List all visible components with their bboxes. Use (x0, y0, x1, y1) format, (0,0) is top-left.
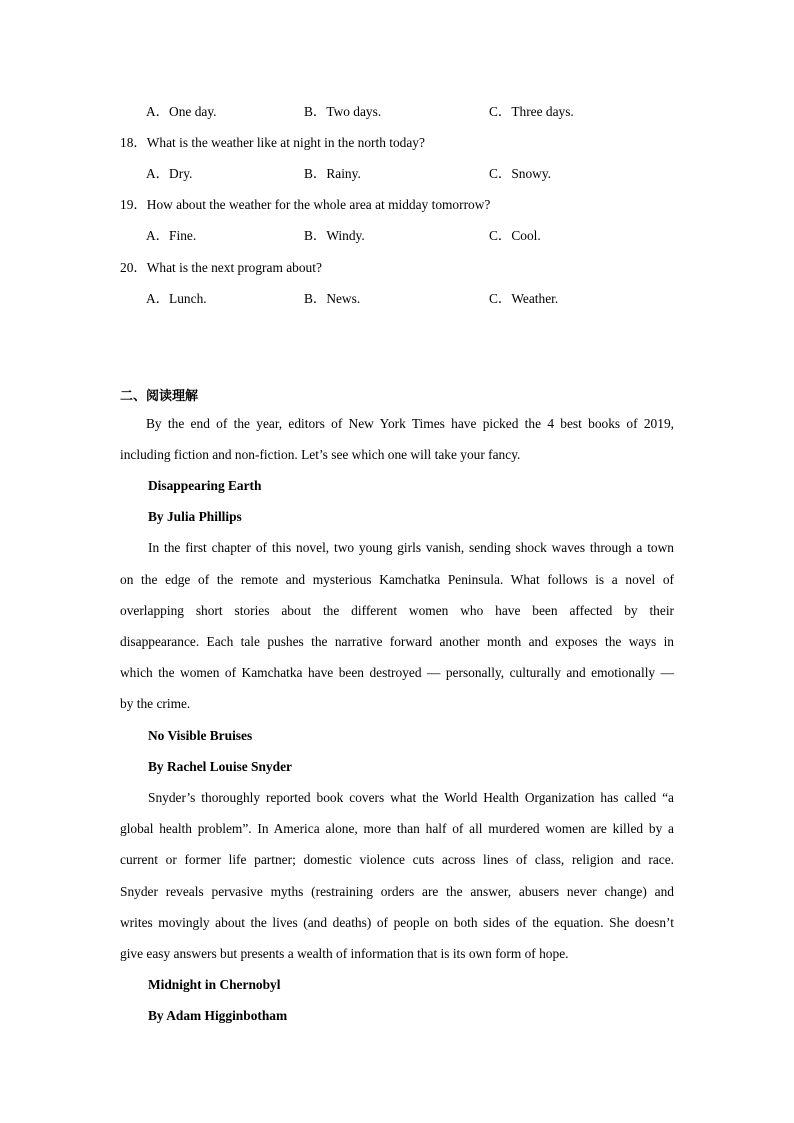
book-title: Midnight in Chernobyl (148, 977, 281, 992)
q17-option-a: A．One day. (146, 104, 217, 119)
book-author: By Julia Phillips (148, 509, 242, 524)
book-title: Disappearing Earth (148, 478, 262, 493)
book2-line-4: Snyder reveals pervasive myths (restraining orders are the answer, abusers never change) and (120, 884, 674, 899)
question-text: How about the weather for the whole area at midday tomorrow? (146, 197, 491, 212)
book2-line-2: global health problem”. In America alone, more than half of all murdered women are killed by a (120, 821, 674, 836)
book-author: By Rachel Louise Snyder (148, 759, 292, 774)
book1-line-2: on the edge of the remote and mysterious Kamchatka Peninsula. What follows is a novel of (120, 572, 674, 587)
q19-option-b: B．Windy. (304, 228, 365, 243)
book2-line-3: current or former life partner; domestic violence cuts across lines of class, religion and race. (120, 852, 674, 867)
q20-option-a: A．Lunch. (146, 291, 207, 306)
book1-line-4: disappearance. Each tale pushes the narrative forward another month and exposes the ways in (120, 634, 674, 649)
intro-line-1: By the end of the year, editors of New York Times have picked the 4 best books of 2019, (146, 416, 674, 431)
intro-line-2: including fiction and non-fiction. Let’s see which one will take your fancy. (120, 447, 521, 462)
question-number: 18． (120, 135, 147, 150)
question-number: 19． (120, 197, 147, 212)
book2-line-1: Snyder’s thoroughly reported book covers what the World Health Organization has called “a (148, 790, 674, 805)
q19-option-a: A．Fine. (146, 228, 197, 243)
q17-option-b: B．Two days. (304, 104, 382, 119)
q20-option-c: C．Weather. (489, 291, 559, 306)
q18-option-c: C．Snowy. (489, 166, 552, 181)
book2-line-5: writes movingly about the lives (and deaths) of people on both sides of the equation. She doesn’t (120, 915, 674, 930)
book1-line-6: by the crime. (120, 696, 191, 711)
section-title: 二、阅读理解 (120, 389, 199, 404)
book-title: No Visible Bruises (148, 728, 253, 743)
book-author: By Adam Higginbotham (148, 1008, 288, 1023)
q19-option-c: C．Cool. (489, 228, 541, 243)
question-19 (120, 196, 490, 214)
question-text: What is the next program about? (146, 260, 322, 275)
question-number: 20． (120, 260, 147, 275)
q17-option-c: C．Three days. (489, 104, 574, 119)
question-18 (120, 134, 425, 152)
book1-line-5: which the women of Kamchatka have been destroyed — personally, culturally and emotionally — (120, 665, 674, 680)
q18-option-a: A．Dry. (146, 166, 193, 181)
question-text: What is the weather like at night in the north today? (146, 135, 425, 150)
q18-option-b: B．Rainy. (304, 166, 361, 181)
q20-option-b: B．News. (304, 291, 361, 306)
book1-line-1: In the first chapter of this novel, two young girls vanish, sending shock waves through a town (148, 540, 674, 555)
book2-line-6: give easy answers but presents a wealth of information that is its own form of hope. (120, 946, 569, 961)
book1-line-3: overlapping short stories about the different women who have been affected by their (120, 603, 674, 618)
question-20 (120, 259, 322, 277)
